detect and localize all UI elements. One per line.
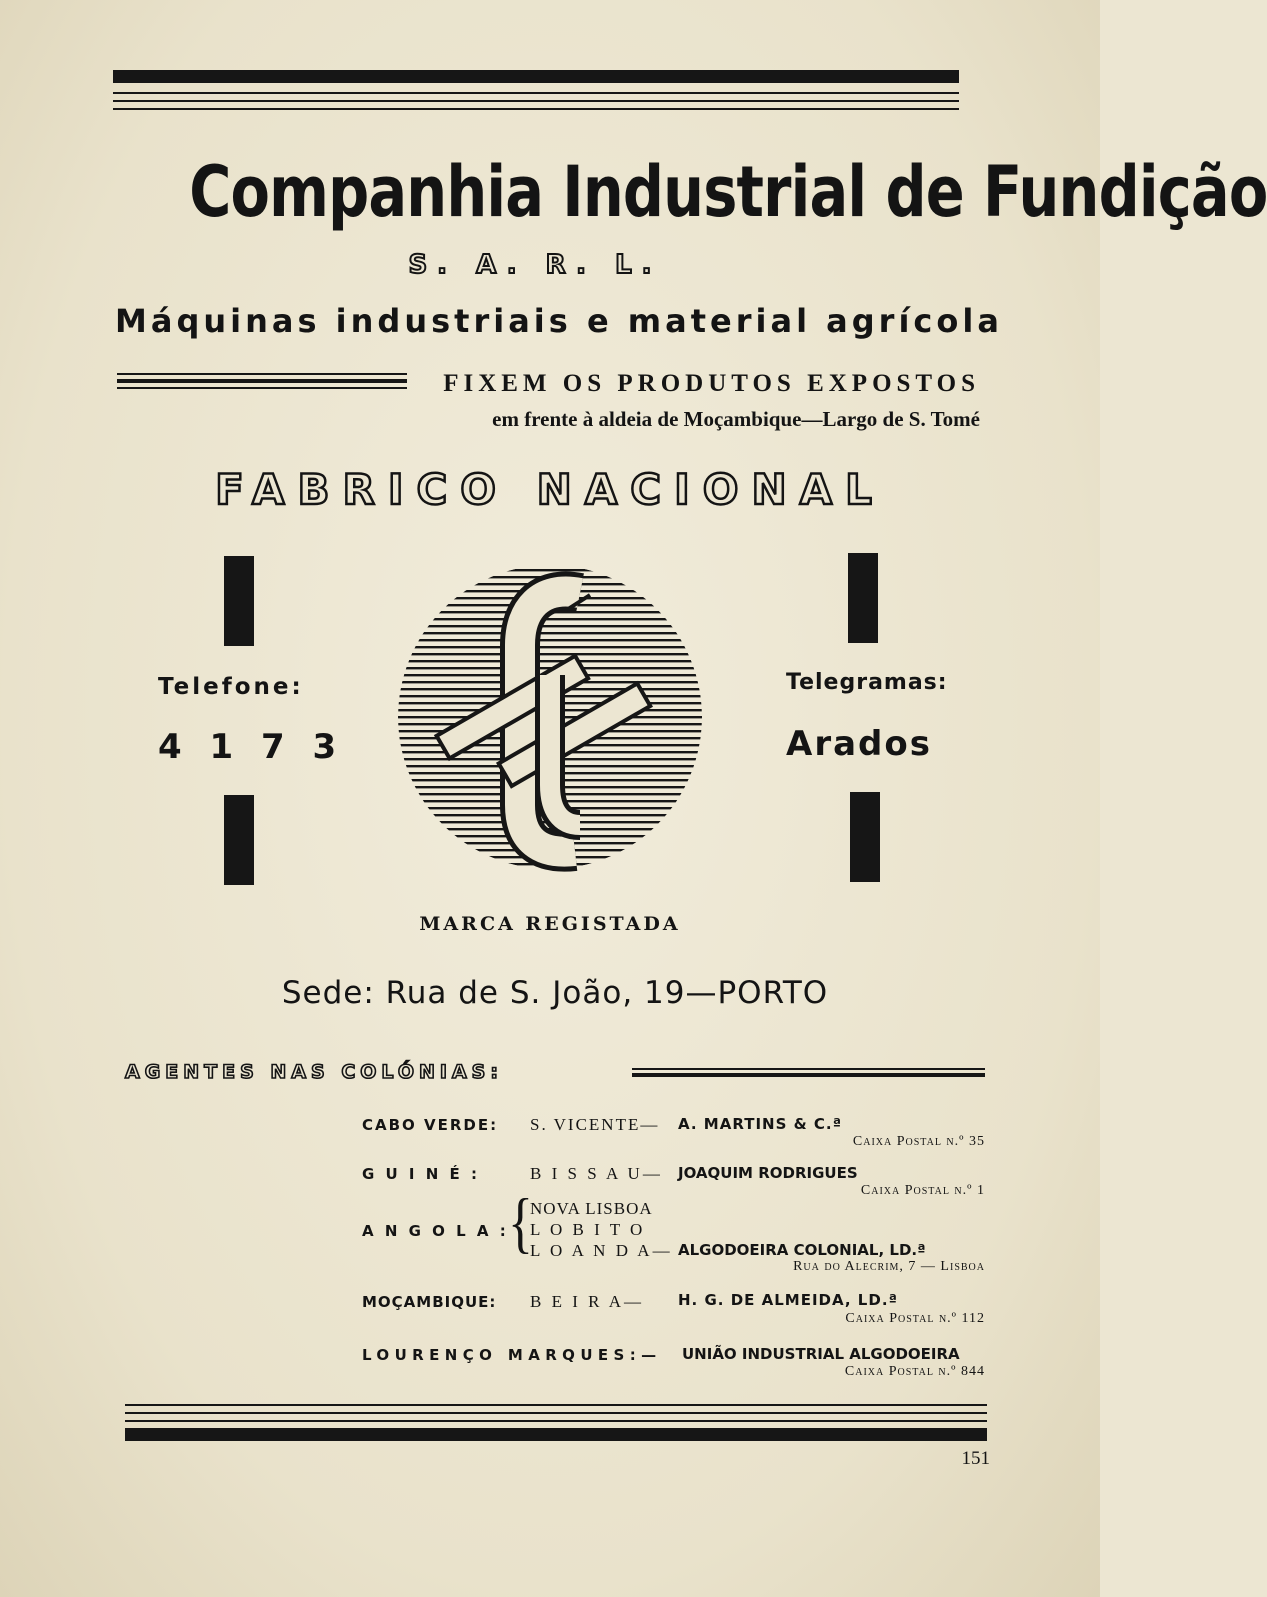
right-lower-block <box>850 792 880 882</box>
page-number: 151 <box>961 1448 990 1469</box>
agent-city: NOVA LISBOA <box>530 1199 653 1218</box>
agent-colony: G U I N É : <box>362 1165 480 1183</box>
tagline: Máquinas industriais e material agrícola <box>115 302 1003 340</box>
agent-colony: A N G O L A : <box>362 1222 509 1240</box>
exhibit-rule-1 <box>117 373 407 375</box>
agents-rule-1 <box>632 1068 985 1070</box>
agents-rule-2 <box>632 1073 985 1077</box>
bottom-rule-thin-2 <box>125 1412 987 1414</box>
top-rule-thick <box>113 70 959 83</box>
agent-city: B I S S A U— <box>530 1164 663 1183</box>
agent-name: JOAQUIM RODRIGUES <box>678 1164 858 1182</box>
exhibit-rule-2 <box>117 379 407 383</box>
agent-address: Caixa Postal n.º 112 <box>845 1311 985 1326</box>
agent-name: A. MARTINS & C.ª <box>678 1115 843 1133</box>
legal-form: S. A. R. L. <box>408 250 662 280</box>
exhibit-subtitle: em frente à aldeia de Moçambique—Largo de S. Tomé <box>492 407 980 431</box>
left-upper-block <box>224 556 254 646</box>
exhibit-title: FIXEM OS PRODUTOS EXPOSTOS <box>443 370 980 397</box>
phone-number: 4 1 7 3 <box>158 727 345 767</box>
agent-city: S. VICENTE— <box>530 1115 660 1134</box>
agent-colony: CABO VERDE: <box>362 1116 499 1134</box>
exhibit-rule-3 <box>117 387 407 389</box>
agent-city: L O A N D A— <box>530 1241 673 1260</box>
agent-name: UNIÃO INDUSTRIAL ALGODOEIRA <box>682 1345 960 1363</box>
agent-address: Rua do Alecrim, 7 — Lisboa <box>793 1259 985 1274</box>
agent-colony: MOÇAMBIQUE: <box>362 1293 497 1311</box>
agent-name: ALGODOEIRA COLONIAL, LD.ª <box>678 1241 926 1259</box>
headquarters-address: Sede: Rua de S. João, 19—PORTO <box>281 975 829 1011</box>
agents-title: AGENTES NAS COLÓNIAS: <box>125 1061 503 1083</box>
agent-city: B E I R A— <box>530 1292 645 1311</box>
phone-label: Telefone: <box>158 674 304 700</box>
top-rule-thin-3 <box>113 108 959 110</box>
top-rule-thin-2 <box>113 100 959 102</box>
top-rule-thin-1 <box>113 92 959 94</box>
bottom-rule-thin-1 <box>125 1404 987 1406</box>
telegram-address: Arados <box>786 724 932 764</box>
registered-mark-label: MARCA REGISTADA <box>419 913 681 935</box>
bottom-rule-thin-3 <box>125 1420 987 1422</box>
company-logo-emblem <box>390 555 710 880</box>
agent-name: H. G. DE ALMEIDA, LD.ª <box>678 1291 898 1309</box>
angola-brace: { <box>508 1186 533 1261</box>
agent-address: Caixa Postal n.º 35 <box>852 1134 985 1149</box>
right-upper-block <box>848 553 878 643</box>
company-name: Companhia Industrial de Fundição <box>189 151 1267 233</box>
bottom-rule-thick <box>125 1428 987 1441</box>
banner-fabrico-nacional: FABRICO NACIONAL <box>215 465 885 514</box>
telegram-label: Telegramas: <box>786 670 948 695</box>
agent-colony: LOURENÇO MARQUES:— <box>362 1346 662 1364</box>
agent-city: L O B I T O <box>530 1220 646 1239</box>
left-lower-block <box>224 795 254 885</box>
agent-address: Caixa Postal n.º 1 <box>860 1183 985 1198</box>
agent-address: Caixa Postal n.º 844 <box>844 1364 985 1379</box>
